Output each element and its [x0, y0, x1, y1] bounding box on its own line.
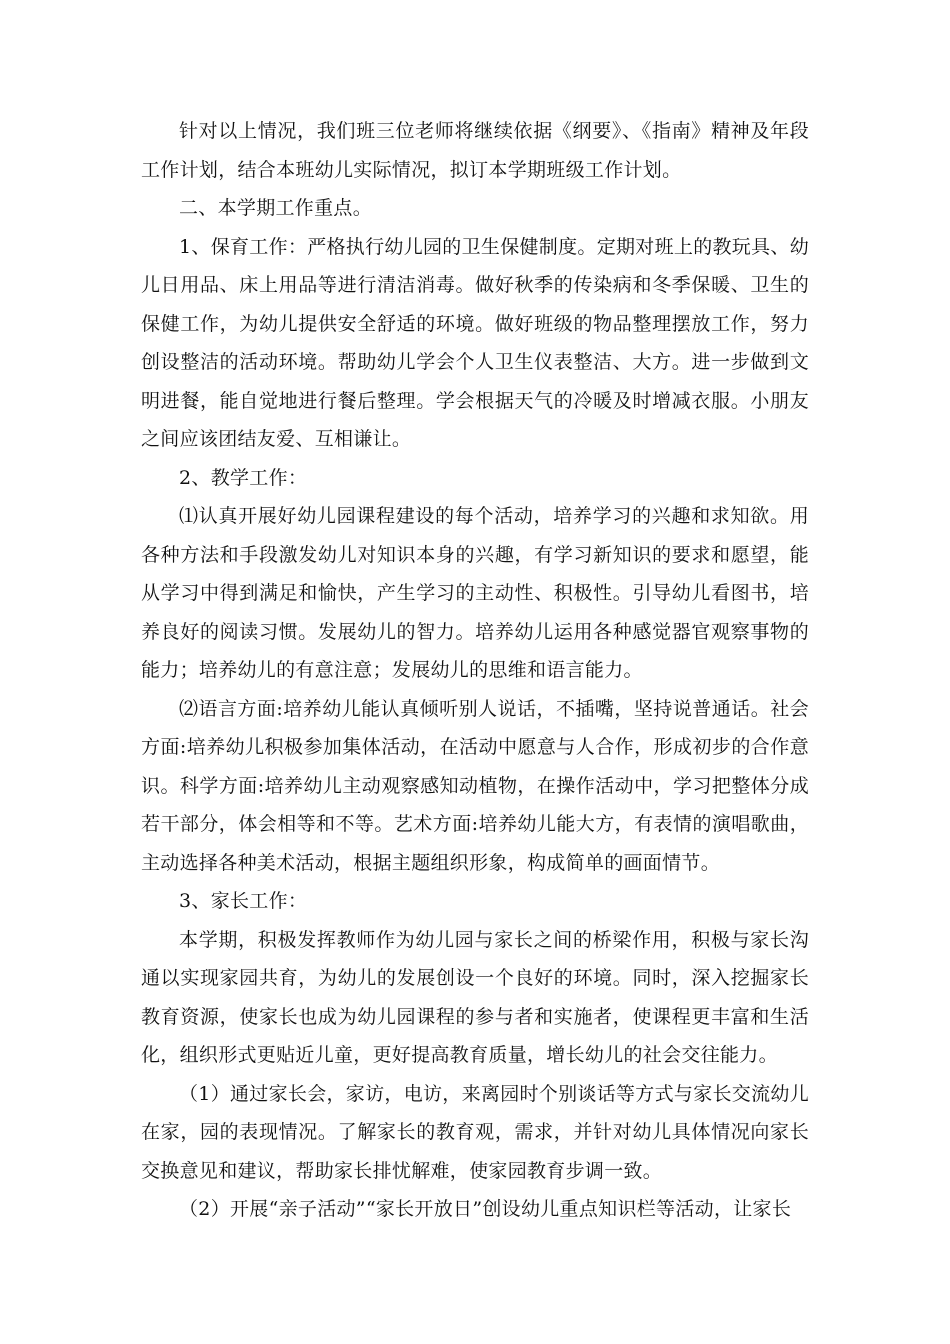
paragraph-childcare-work: 1、保育工作：严格执行幼儿园的卫生保健制度。定期对班上的教玩具、幼儿日用品、床上用品等进行清洁消毒。做好秋季的传染病和冬季保暖、卫生的保健工作，为幼儿提供安全舒适的环境。做好班级的物品整理摆放工作，努力创设整洁的活动环境。帮助幼儿学会个人卫生仪表整洁、大方。进一步做到文明进餐，能自觉地进行餐后整理。学会根据天气的冷暖及时增减衣服。小朋友之间应该团结友爱、互相谦让。 [141, 235, 809, 450]
paragraph-parent-item-2: （2）开展“亲子活动”“家长开放日”创设幼儿重点知识栏等活动，让家长 [179, 1198, 792, 1220]
subheading-parent-work: 3、家长工作： [179, 890, 308, 912]
paragraph-teaching-item-1: ⑴认真开展好幼儿园课程建设的每个活动，培养学习的兴趣和求知欲。用各种方法和手段激发幼儿对知识本身的兴趣，有学习新知识的要求和愿望，能从学习中得到满足和愉快，产生学习的主动性、积极性。引导幼儿看图书，培养良好的阅读习惯。发展幼儿的智力。培养幼儿运用各种感觉器官观察事物的能力；培养幼儿的有意注意；发展幼儿的思维和语言能力。 [141, 505, 809, 681]
paragraph-parent-work-intro: 本学期，积极发挥教师作为幼儿园与家长之间的桥梁作用，积极与家长沟通以实现家园共育，为幼儿的发展创设一个良好的环境。同时，深入挖掘家长教育资源，使家长也成为幼儿园课程的参与者和实施者，使课程更丰富和生活化，组织形式更贴近儿童，更好提高教育质量，增长幼儿的社会交往能力。 [141, 928, 809, 1066]
paragraph-teaching-item-2: ⑵语言方面:培养幼儿能认真倾听别人说话，不插嘴，坚持说普通话。社会方面:培养幼儿积极参加集体活动，在活动中愿意与人合作，形成初步的合作意识。科学方面:培养幼儿主动观察感知动植物，在操作活动中，学习把整体分成若干部分，体会相等和不等。艺术方面:培养幼儿能大方，有表情的演唱歌曲，主动选择各种美术活动，根据主题组织形象，构成简单的画面情节。 [141, 697, 809, 874]
document-body [141, 112, 809, 1229]
section-heading-work-focus: 二、本学期工作重点。 [179, 197, 373, 219]
subheading-teaching-work: 2、教学工作： [179, 466, 308, 489]
paragraph-intro: 针对以上情况，我们班三位老师将继续依据《纲要》、《指南》精神及年段工作计划，结合本班幼儿实际情况，拟订本学期班级工作计划。 [141, 120, 809, 181]
paragraph-parent-item-1: （1）通过家长会，家访，电访，来离园时个别谈话等方式与家长交流幼儿在家，园的表现情况。了解家长的教育观，需求，并针对幼儿具体情况向家长交换意见和建议，帮助家长排忧解难，使家园教育步调一致。 [141, 1082, 809, 1182]
